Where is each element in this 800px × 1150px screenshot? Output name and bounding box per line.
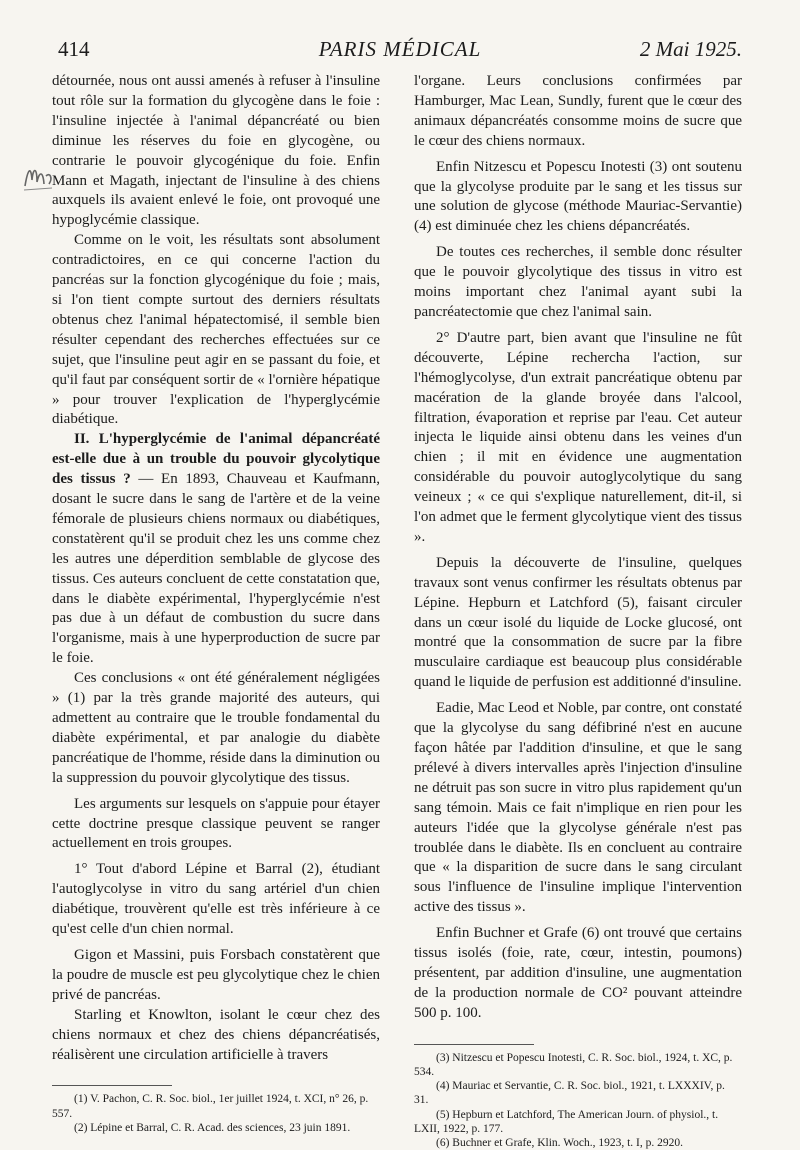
section-paragraph — [52, 430, 380, 669]
paragraph: Enfin Nitzescu et Popescu Inotesti (3) ont soutenu que la glycolyse produite par le sang et les tissus sur une solution de glycose (méthode Mauriac-Servantie) (4) est diminuée chez les chiens dépancréatés. — [414, 158, 742, 235]
footnote-divider — [414, 1044, 534, 1045]
paragraph: 1° Tout d'abord Lépine et Barral (2), étudiant l'autoglycolyse in vitro du sang artériel d'un chien diabétique, trouvèrent qu'elle est très inférieure à ce qu'est celle d'un chien normal. — [52, 861, 380, 938]
footnote: (1) V. Pachon, C. R. Soc. biol., 1er juillet 1924, t. XCI, n° 26, p. 557. — [52, 1093, 369, 1120]
page-header — [58, 36, 742, 66]
footnote: (5) Hepburn et Latchford, The American Journ. of physiol., t. LXII, 1922, p. 177. — [414, 1108, 719, 1135]
paragraph: l'organe. Leurs conclusions confirmées par Hamburger, Mac Lean, Sundly, furent que le cœur des animaux dépancréatés consomme moins de sucre que le cœur des chiens normaux. — [414, 73, 742, 149]
paragraph: Depuis la découverte de l'insuline, quelques travaux sont venus confirmer les résultats obtenus par Lépine. Hepburn et Latchford (5), faisant circuler dans un cœur isolé du liquide de Locke glucosé, ont montré que la consommation de sucre par la fibre musculaire cardiaque est beaucoup plus considérable quand le liquide de perfusion est additionné d'insuline. — [414, 554, 742, 691]
footnote: (2) Lépine et Barral, C. R. Acad. des sciences, 23 juin 1891. — [74, 1121, 351, 1134]
footnote: (3) Nitzescu et Popescu Inotesti, C. R. Soc. biol., 1924, t. XC, p. 534. — [414, 1051, 733, 1078]
issue-date: 2 Mai 1925. — [639, 37, 742, 61]
handwriting-scribble-icon — [22, 158, 56, 194]
paragraph: Gigon et Massini, puis Forsbach constatèrent que la poudre de muscle est peu glycolytique chez le chien privé de pancréas. — [52, 946, 380, 1003]
paragraph: Starling et Knowlton, isolant le cœur chez des chiens normaux et chez des chiens dépancréatisés, réalisèrent une circulation artificielle à travers — [52, 1006, 380, 1063]
paragraph: Eadie, Mac Leod et Noble, par contre, ont constaté que la glycolyse du sang défibriné n'est en aucune façon hâtée par l'addition d'insuline, et que le sang prélevé à divers intervalles après l'injection d'insuline ne détruit pas son sucre in vitro plus rapidement qu'un sang témoin. Mais ce fait n'implique en rien pour les auteurs l'idée que la glycolyse générale n'est pas troublée dans le diabète. Ils en concluent au contraire que « la disparition de sucre dans le sang circulant sous l'influence de l'insuline implique l'intervention active des tissus ». — [414, 700, 742, 916]
footnote: (4) Mauriac et Servantie, C. R. Soc. biol., 1921, t. LXXXIV, p. 31. — [414, 1080, 725, 1107]
section-heading: II. L'hyperglycémie de l'animal dépancréaté est-elle due à un trouble du pouvoir glycolytique des tissus ? — [52, 431, 380, 488]
paragraph: détournée, nous ont aussi amenés à refuser à l'insuline tout rôle sur la formation du glycogène dans le foie : l'insuline injectée à l'animal dépancréaté ou bien diminue les réserves du foie en glycogène, ou contrarie le pouvoir glycogénique du foie. Enfin Mann et Magath, injectant de l'insuline à des chiens auxquels ils avaient enlevé le foie, ont provoqué une hypoglycémie classique. — [52, 73, 380, 229]
paragraph: Les arguments sur lesquels on s'appuie pour étayer cette doctrine presque classique peuvent se ranger actuellement en trois groupes. — [52, 795, 380, 852]
paragraph: 2° D'autre part, bien avant que l'insuline ne fût découverte, Lépine rechercha l'action, sur l'hémoglycolyse, d'un extrait pancréatique obtenu par macération de la glande broyée dans l'alcool, filtration, évaporation et reprise par l'eau. Cet auteur injecta le liquide ainsi obtenu dans les veines d'un chien ; il mit en évidence une augmentation considérable du pouvoir autoglycolytique du sang veineux ; « ce qui s'explique naturellement, dit-il, si l'on admet que le ferment glycolytique vient des tissus ». — [414, 329, 742, 545]
left-column — [52, 72, 380, 1135]
paragraph: De toutes ces recherches, il semble donc résulter que le pouvoir glycolytique des tissus in vitro est moins important chez l'animal ayant subi la pancréatectomie que chez l'animal sain. — [414, 244, 742, 320]
section-text: — En 1893, Chauveau et Kaufmann, dosant le sucre dans le sang de l'artère et de la veine fémorale de plusieurs chiens normaux ou diabétiques, constatèrent qu'il se produit chez les uns comme chez les autres une déperdition semblable de glycose des tissus. Ces auteurs concluent de cette constatation que, dans le diabète expérimental, l'hyperglycémie n'est pas due à un défaut de combustion du sucre dans l'organisme, mais à une hyperproduction de sucre par le foie. — [52, 471, 380, 667]
paragraph: Comme on le voit, les résultats sont absolument contradictoires, en ce qui concerne l'action du pancréas sur la fonction glycogénique du foie ; mais, si l'on tient compte surtout des derniers résultats obtenus chez l'animal hépatectomisé, il semble bien résulter cependant des recherches effectuées sur ce sujet, que l'insuline peut agir en se passant du foie, et qu'il faut par conséquent sortir de « l'ornière hépatique » pour trouver l'explication de l'hyperglycémie diabétique. — [52, 232, 380, 428]
footnote: (6) Buchner et Grafe, Klin. Woch., 1923, t. I, p. 2920. — [436, 1136, 684, 1149]
right-column — [414, 72, 742, 1150]
paragraph: Ces conclusions « ont été généralement négligées » (1) par la très grande majorité des auteurs, qui admettent au contraire que le trouble fondamental du diabète expérimental, et par analogie du diabète pancréatique de l'homme, réside dans la diminution ou la suppression du pouvoir glycolytique des tissus. — [52, 670, 380, 786]
paragraph: Enfin Buchner et Grafe (6) ont trouvé que certains tissus isolés (foie, rate, cœur, intestin, poumons) présentent, par addition d'insuline, une augmentation de la production normale de CO² pouvant atteindre 500 p. 100. — [414, 925, 742, 1021]
margin-handwriting-mark — [22, 158, 56, 194]
page-number: 414 — [58, 37, 90, 61]
journal-title: PARIS MÉDICAL — [318, 37, 482, 61]
footnote-divider — [52, 1085, 172, 1086]
